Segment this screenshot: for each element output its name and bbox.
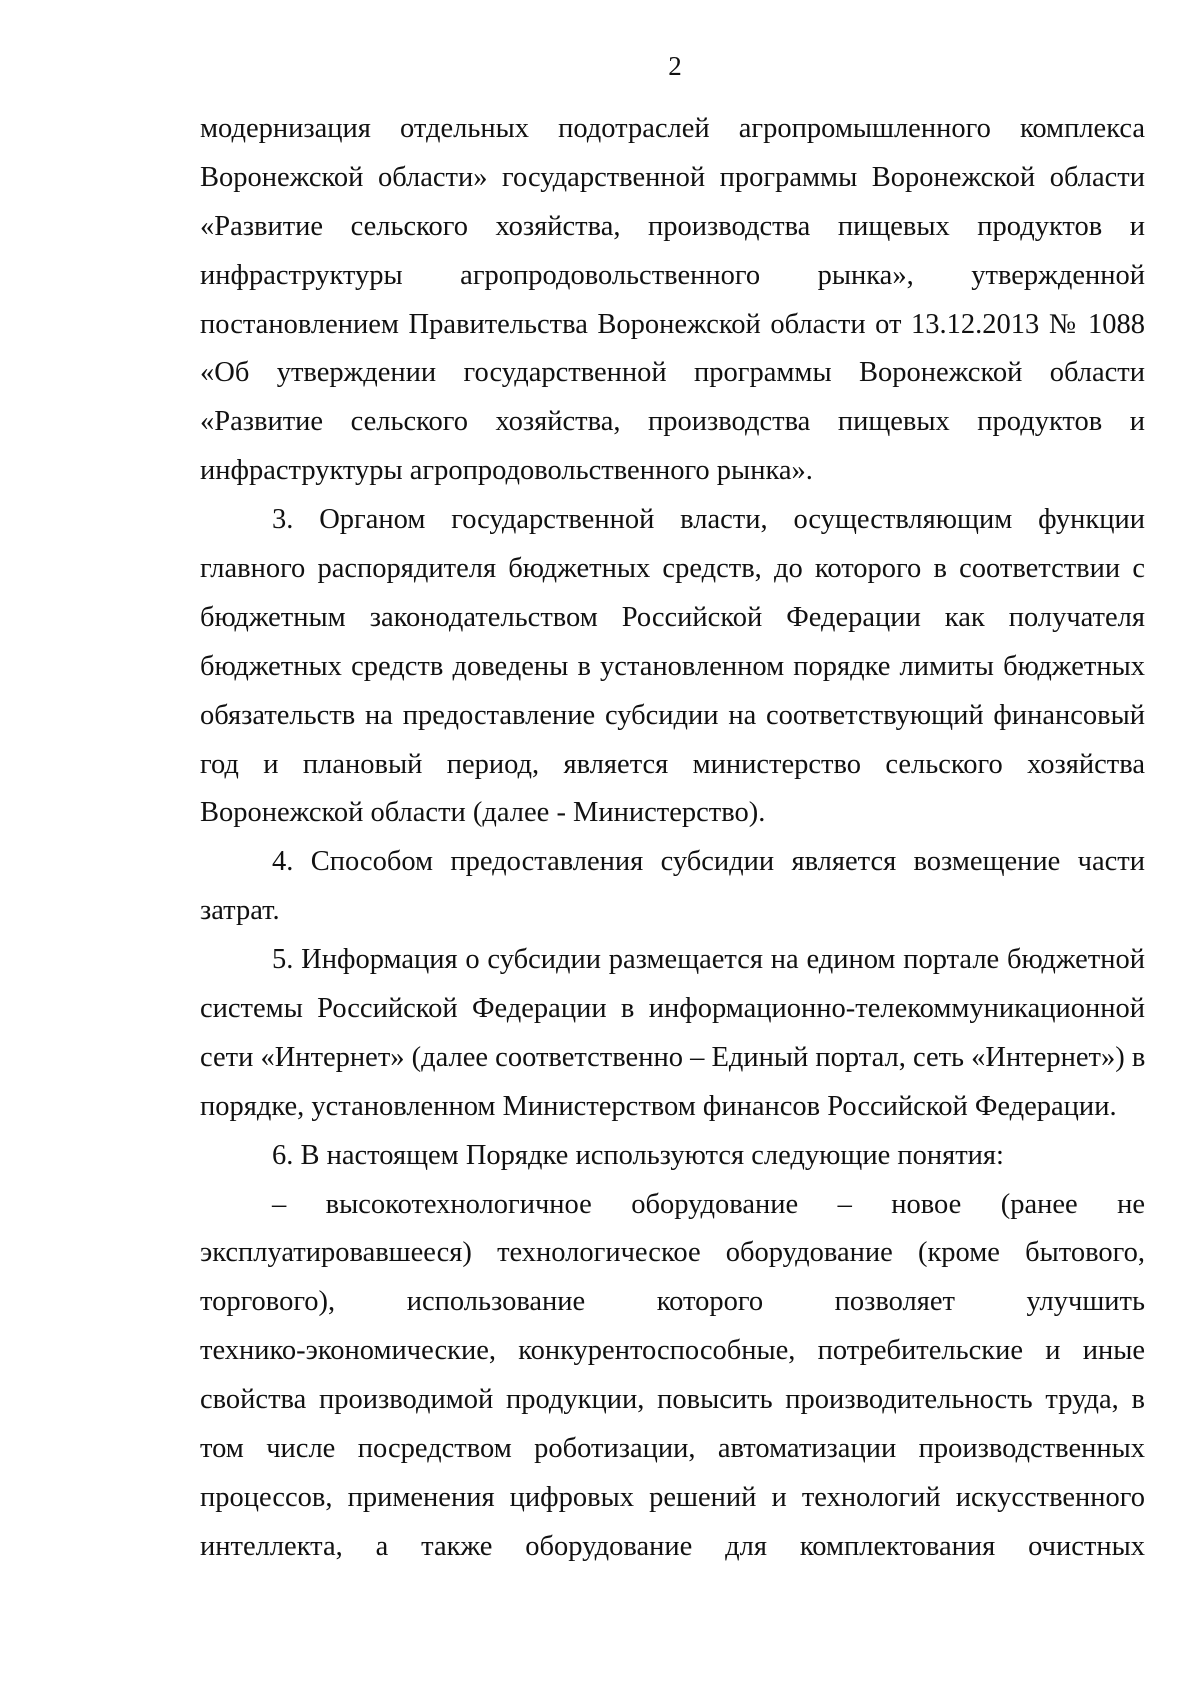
paragraph-6-start: 6. В настоящем Порядке используются следующие понятия:	[272, 1139, 1004, 1171]
text-line: постановлением Правительства Воронежской области от 13.12.2013 № 1088	[200, 308, 1145, 340]
text-line: «Развитие сельского хозяйства, производства пищевых продуктов и	[200, 210, 1145, 242]
text-line: эксплуатировавшееся) технологическое оборудование (кроме бытового,	[200, 1237, 1145, 1269]
text-line: бюджетным законодательством Российской Федерации как получателя	[200, 601, 1145, 633]
text-line: главного распорядителя бюджетных средств, до которого в соответствии с	[200, 553, 1145, 585]
paragraph-3-start: 3. Органом государственной власти, осуществляющим функции	[272, 504, 1145, 536]
text-line: сети «Интернет» (далее соответственно – Единый портал, сеть «Интернет») в	[200, 1041, 1145, 1073]
paragraph-4-start: 4. Способом предоставления субсидии является возмещение части	[272, 846, 1145, 878]
text-line: интеллекта, а также оборудование для комплектования очистных	[200, 1530, 1145, 1562]
text-line: «Об утверждении государственной программы Воронежской области	[200, 357, 1145, 389]
text-line: процессов, применения цифровых решений и технологий искусственного	[200, 1481, 1145, 1513]
text-line: технико-экономические, конкурентоспособные, потребительские и иные	[200, 1335, 1145, 1367]
text-line: год и плановый период, является министерство сельского хозяйства	[200, 748, 1145, 780]
document-body	[200, 105, 1145, 1572]
text-line: инфраструктуры агропродовольственного рынка».	[200, 455, 813, 487]
text-line: бюджетных средств доведены в установленном порядке лимиты бюджетных	[200, 650, 1145, 682]
text-line: «Развитие сельского хозяйства, производства пищевых продуктов и	[200, 406, 1145, 438]
page-number: 2	[668, 51, 682, 81]
text-line: обязательств на предоставление субсидии на соответствующий финансовый	[200, 699, 1145, 731]
definition-item-start: – высокотехнологичное оборудование – новое (ранее не	[272, 1188, 1145, 1220]
text-line: торгового), использование которого позволяет улучшить	[200, 1286, 1145, 1318]
paragraph-5-start: 5. Информация о субсидии размещается на едином портале бюджетной	[272, 944, 1145, 976]
text-line: затрат.	[200, 895, 280, 927]
text-line: свойства производимой продукции, повысить производительность труда, в	[200, 1384, 1145, 1416]
text-line: инфраструктуры агропродовольственного рынка», утвержденной	[200, 259, 1145, 291]
text-line: модернизация отдельных подотраслей агропромышленного комплекса	[200, 113, 1145, 144]
text-line: том числе посредством роботизации, автоматизации производственных	[200, 1433, 1145, 1465]
text-line: системы Российской Федерации в информационно-телекоммуникационной	[200, 993, 1145, 1025]
text-line: Воронежской области» государственной программы Воронежской области	[200, 161, 1145, 193]
text-line: Воронежской области (далее - Министерство).	[200, 797, 766, 829]
text-line: порядке, установленном Министерством финансов Российской Федерации.	[200, 1090, 1117, 1122]
